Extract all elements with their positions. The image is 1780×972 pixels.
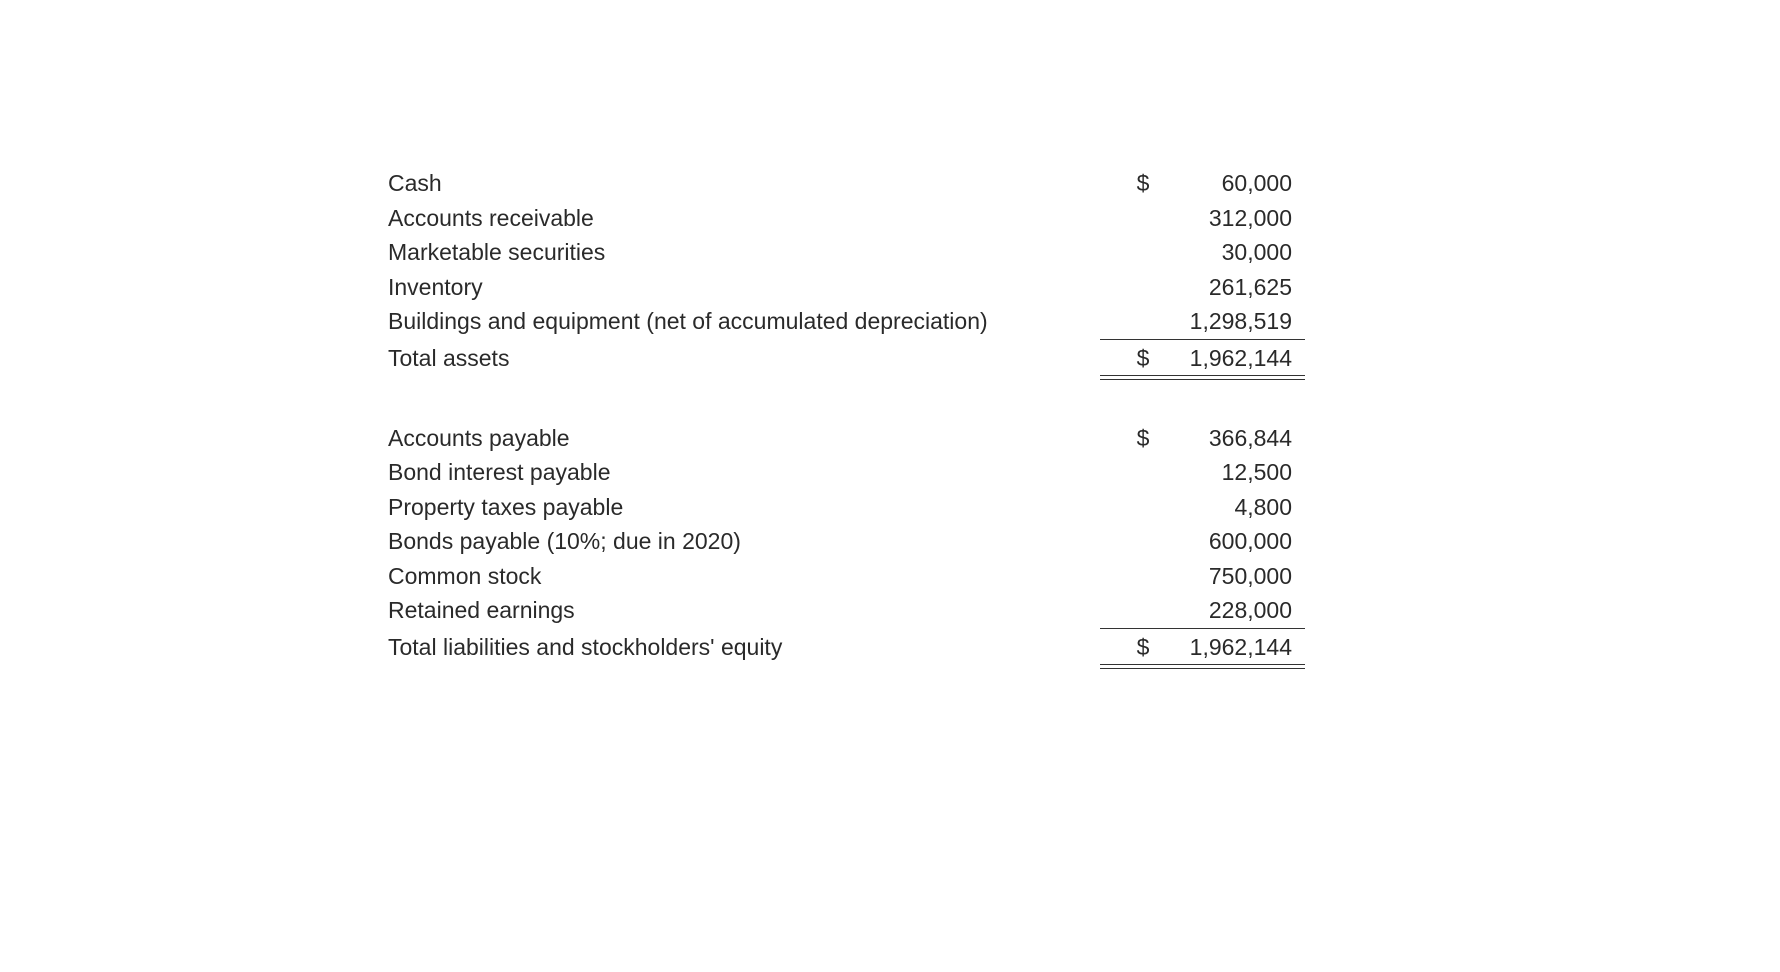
table-row (388, 524, 1308, 559)
currency-symbol: $ (1136, 170, 1150, 196)
currency-symbol: $ (1136, 633, 1150, 660)
row-amount: 12,500 (1221, 459, 1292, 485)
table-row (388, 235, 1308, 270)
table-row (388, 166, 1308, 201)
row-label: Marketable securities (388, 239, 606, 265)
row-label: Accounts payable (388, 424, 570, 451)
currency-symbol: $ (1136, 424, 1150, 451)
row-amount: 366,844 (1208, 424, 1292, 451)
row-label: Bond interest payable (388, 459, 611, 485)
row-amount: 261,625 (1208, 273, 1292, 300)
row-label: Common stock (388, 562, 542, 589)
row-label: Inventory (388, 273, 483, 300)
table-row (388, 270, 1308, 305)
currency-symbol: $ (1136, 344, 1150, 371)
table-row (388, 490, 1308, 525)
row-label: Bonds payable (10%; due in 2020) (388, 528, 741, 554)
row-label: Accounts receivable (388, 204, 594, 231)
row-label: Retained earnings (388, 597, 575, 623)
row-amount: 60,000 (1221, 170, 1292, 196)
table-row (388, 559, 1308, 594)
row-amount: 30,000 (1221, 239, 1292, 265)
table-row (388, 593, 1308, 628)
total-liabilities-equity-row (388, 628, 1308, 668)
row-amount: 312,000 (1208, 204, 1292, 231)
row-label: Buildings and equipment (net of accumulated depreciation) (388, 308, 988, 334)
total-amount: 1,962,144 (1189, 633, 1292, 660)
liabilities-equity-section (388, 421, 1308, 668)
assets-section (388, 166, 1308, 379)
table-row (388, 201, 1308, 236)
row-label: Property taxes payable (388, 493, 624, 520)
total-label: Total liabilities and stockholders' equity (388, 633, 783, 660)
total-amount: 1,962,144 (1189, 344, 1292, 371)
row-amount: 750,000 (1208, 562, 1292, 589)
total-double-rule (1100, 375, 1305, 380)
row-amount: 600,000 (1208, 528, 1292, 554)
row-amount: 1,298,519 (1189, 308, 1292, 334)
table-row (388, 304, 1308, 339)
row-amount: 228,000 (1208, 597, 1292, 623)
total-double-rule (1100, 664, 1305, 669)
table-row (388, 421, 1308, 456)
table-row (388, 455, 1308, 490)
row-amount: 4,800 (1234, 493, 1292, 520)
balance-sheet (388, 166, 1308, 668)
row-label: Cash (388, 170, 442, 196)
total-assets-row (388, 339, 1308, 379)
total-label: Total assets (388, 344, 510, 371)
